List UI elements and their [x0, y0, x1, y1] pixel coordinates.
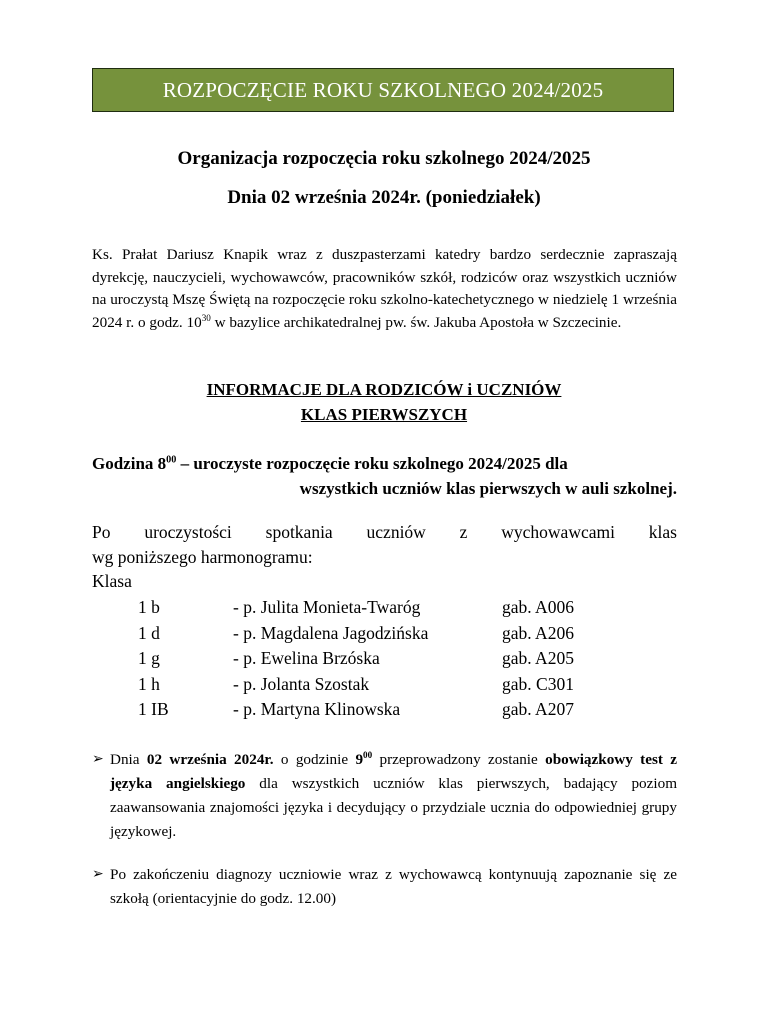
intro-hour-sup: 30 — [201, 312, 211, 323]
bullet-english-test-text — [110, 748, 677, 844]
hour-sup: 00 — [166, 454, 177, 466]
hour-line2: wszystkich uczniów klas pierwszych w auli szkolnej. — [299, 479, 677, 498]
schedule-teacher: - p. Ewelina Brzóska — [233, 648, 380, 668]
schedule-class: 1 d — [138, 622, 160, 643]
schedule-room: gab. C301 — [502, 673, 574, 694]
schedule-room: gab. A206 — [502, 622, 574, 643]
hour-line1-rest: – uroczyste rozpoczęcie roku szkolnego 2024/2025 dla — [176, 454, 568, 473]
schedule-class: 1 g — [138, 648, 160, 668]
class-schedule — [92, 597, 677, 725]
schedule-class: 1 h — [138, 673, 160, 694]
schedule-class: 1 IB — [138, 699, 169, 719]
b1-hour-sup: 00 — [363, 749, 373, 760]
b1-text-1: Dnia — [110, 751, 147, 768]
bullet-after-diagnosis — [92, 863, 677, 911]
main-heading: Organizacja rozpoczęcia roku szkolnego 2024/2025 — [177, 148, 591, 169]
schedule-room: gab. A207 — [502, 699, 574, 719]
b1-hour: 9 — [355, 751, 364, 768]
title-banner — [92, 68, 674, 112]
b1-text-2: o godzinie — [273, 751, 356, 768]
schedule-teacher: - p. Magdalena Jagodzińska — [233, 622, 429, 643]
bullet-english-test — [92, 748, 677, 844]
intro-text-after: w bazylice archikatedralnej pw. św. Jakuba Apostoła w Szczecinie. — [210, 313, 622, 331]
intro-paragraph — [92, 244, 677, 334]
bullet-after-diagnosis-text: Po zakończeniu diagnozy uczniowie wraz z wychowawcą kontynuują zapoznanie się ze szkołą (orientacyjnie do godz. 12.00) — [110, 866, 677, 907]
date-heading: Dnia 02 września 2024r. (poniedziałek) — [227, 187, 541, 208]
b1-date: 02 września 2024r. — [146, 751, 274, 768]
hour-announcement — [92, 451, 677, 501]
after-line2: wg poniższego harmonogramu: — [92, 547, 313, 567]
arrow-bullet-icon: ➢ — [92, 867, 104, 882]
schedule-teacher: - p. Martyna Klinowska — [233, 699, 401, 719]
intro-text-before: Ks. Prałat Dariusz Knapik wraz z duszpasterzami katedry bardzo serdecznie zapraszają dyrekcję, nauczycieli, wychowawców, pracowników szkół, rodziców oraz wszystkich uczniów na uroczystą Mszę Świętą na rozpoczęcie roku szkolno-katechetycznego w niedzielę 1 września 2024 r. o godz. 10 — [92, 246, 677, 331]
klasa-label: Klasa — [92, 571, 132, 591]
schedule-teacher: - p. Jolanta Szostak — [233, 673, 370, 694]
schedule-teacher: - p. Julita Monieta-Twaróg — [233, 597, 421, 617]
info-title-line2: KLAS PIERWSZYCH — [300, 405, 468, 424]
schedule-row — [92, 648, 677, 674]
b1-text-4: dla wszystkich uczniów klas pierwszych, badający poziom zaawansowania znajomości języka i decydujący o przydziale ucznia do odpowiedniej grupy językowej. — [110, 775, 678, 840]
arrow-bullet-icon: ➢ — [92, 752, 104, 767]
after-line1: Po uroczystości spotkania uczniów z wychowawcami klas — [92, 522, 677, 542]
banner-title: ROZPOCZĘCIE ROKU SZKOLNEGO 2024/2025 — [162, 77, 604, 102]
info-title-line1: INFORMACJE DLA RODZICÓW i UCZNIÓW — [206, 380, 562, 399]
schedule-row — [92, 674, 677, 700]
info-title — [92, 377, 676, 427]
b1-text-3: przeprowadzony zostanie — [372, 751, 546, 768]
hour-prefix: Godzina 8 — [92, 454, 167, 473]
schedule-row — [92, 699, 677, 725]
schedule-row — [92, 623, 677, 649]
schedule-class: 1 b — [138, 597, 160, 617]
b1-test-name: obowiązkowy test z języka angielskiego — [110, 751, 678, 792]
schedule-row — [92, 597, 677, 623]
schedule-room: gab. A205 — [502, 648, 574, 668]
after-ceremony-text — [92, 520, 677, 570]
schedule-room: gab. A006 — [502, 597, 574, 617]
